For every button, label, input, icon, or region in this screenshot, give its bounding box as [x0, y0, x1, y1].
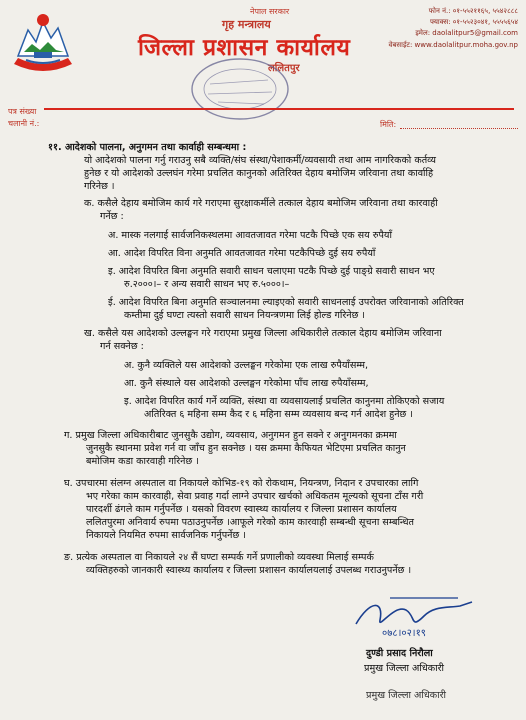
- contact-email: इमेल: daolalitpur5@gmail.com: [415, 29, 518, 38]
- clause-ga: ग. प्रमुख जिल्ला अधिकारीबाट जुनसुकै उद्योग, व्यवसाय, अनुगमन हुन सक्ने र अनुगमनका क्रममा: [64, 430, 397, 441]
- ref-number-label: पत्र संख्या: [8, 107, 37, 116]
- ka-item: कम्तीमा दुई घण्टा त्यस्तो सवारी साधन नियन्त्रणमा लिई होल्ड गरिनेछ ।: [124, 310, 365, 321]
- office-seal-stamp: [188, 54, 292, 124]
- ka-item: ई. आदेश विपरित बिना अनुमति सञ्चालनमा ल्याइएको सवारी साधनलाई उपरोक्त जरिवानाको अतिरिक्त: [108, 297, 464, 308]
- government-name: नेपाल सरकार: [250, 7, 290, 16]
- intro-line: यो आदेशको पालना गर्नु गराउनु सबै व्यक्ति/संघ संस्था/पेशाकर्मी/व्यवसायी तथा आम नागरिकको कर्तव्य: [84, 155, 437, 166]
- date-field-line: [400, 128, 518, 129]
- contact-website: वेबसाईट: www.daolalitpur.moha.gov.np: [388, 40, 518, 49]
- section-heading: ११. आदेशको पालना, अनुगमन तथा कार्वाही सम्बन्धमा :: [48, 142, 247, 153]
- clause-gha: पारदर्शी ढंगले काम गर्नुपर्नेछ । यसको विवरण स्वास्थ्य कार्यालय र जिल्ला प्रशासन कार्यालय: [86, 504, 397, 515]
- clause-ka: गर्नेछ :: [100, 211, 124, 222]
- contact-block: [358, 6, 518, 51]
- clause-ga: बमोजिम कडा कारवाही गरिनेछ ।: [86, 456, 199, 467]
- ka-item: अ. मास्क नलगाई सार्वजनिकस्थलमा आवतजावत गरेमा पटकै पिच्छे एक सय रुपैयाँ: [108, 230, 392, 241]
- designation-stamp: प्रमुख जिल्ला अधिकारी: [366, 690, 447, 701]
- kha-item: इ. आदेश विपरित कार्य गर्ने व्यक्ति, संस्था वा व्यवसायलाई प्रचलित कानुनमा तोकिएको सजाय: [124, 396, 445, 407]
- intro-line: हुनेछ र यो आदेशको उल्लघंन गरेमा प्रचलित कानुनको अतिरिक्त देहाय बमोजिम जरिवाना तथा कार्वाहि: [84, 168, 434, 179]
- intro-line: गरिनेछ ।: [84, 181, 115, 192]
- clause-gha: भए गरेका काम कारवाही, सेवा प्रवाह गर्दा लाग्ने उपचार खर्चको अधिकतम मूल्यको सूचना टाँस गरी: [86, 491, 424, 502]
- ka-item: आ. आदेश विपरित विना अनुमति आवतजावत गरेमा पटकैपिच्छे दुई सय रुपैयाँ: [108, 248, 376, 259]
- clause-gha: निकायले नियमित रुपमा सार्वजनिक गर्नुपर्नेछ ।: [86, 530, 246, 541]
- header-divider: [44, 108, 514, 110]
- contact-fax: फ्याक्स: ०१-५५२३०४१, ५५५५६५४: [430, 18, 518, 27]
- ka-item: इ. आदेश विपरित बिना अनुमति सवारी साधन चलाएमा पटकै पिच्छे दुई पाङ्ग्रे सवारी साधन भए: [108, 266, 435, 277]
- nepal-emblem-icon: [6, 8, 80, 78]
- office-title: जिल्ला प्रशासन कार्यालय: [138, 35, 351, 61]
- ka-item: रु.२०००।– र अन्य सवारी साधन भए रु.५०००।–: [124, 279, 290, 290]
- clause-ka: क. कसैले देहाय बमोजिम कार्य गरे गराएमा सुरक्षाकर्मीले तत्काल देहाय बमोजिम जरिवाना तथा कारवाही: [84, 198, 438, 209]
- date-label: मिति:: [380, 120, 397, 129]
- kha-item: अ. कुनै व्यक्तिले यस आदेशको उल्लङ्घन गरेकोमा एक लाख रुपैयाँसम्म,: [124, 360, 369, 371]
- signatory-name: दुण्डी प्रसाद निरौला: [366, 648, 433, 659]
- clause-kha: ख. कसैले यस आदेशको उल्लङ्घन गरे गराएमा प्रमुख जिल्ला अधिकारीले तत्काल देहाय बमोजिम जरिवाना: [84, 328, 442, 339]
- clause-ga: जुनसुकै स्थानमा प्रवेश गर्न वा जाँच हुन सक्नेछ । यस क्रममा कैफियत भेटिएमा प्रचलित कानुन: [86, 443, 406, 454]
- clause-kha: गर्न सक्नेछ :: [100, 341, 144, 352]
- contact-phone: फोन नं.: ०१-५५२११६५, ५५४२८८८: [428, 7, 518, 15]
- kha-item: अतिरिक्त ६ महिना सम्म कैद र ६ महिना सम्म व्यवसाय बन्द गर्न आदेश हुनेछ ।: [144, 409, 413, 420]
- office-location: ललितपुर: [268, 63, 300, 74]
- ministry-name: गृह मन्त्रालय: [222, 18, 271, 31]
- clause-nga: ङ. प्रत्येक अस्पताल वा निकायले २४ सैं घण्टा सम्पर्क गर्ने प्रणालीको व्यवस्था मिलाई सम्पर्क: [64, 552, 374, 563]
- signature-date: ०७८।०२।१९: [382, 628, 426, 639]
- reference-labels: [8, 106, 39, 130]
- clause-gha: ललितपुरमा अनिवार्य रुपमा पठाउनुपर्नेछ ।आफूले गरेको काम कारवाही सम्बन्धी सूचना सम्बन्धित: [86, 517, 414, 528]
- dispatch-number-label: चलानी नं.:: [8, 119, 40, 128]
- clause-gha: घ. उपचारमा संलग्न अस्पताल वा निकायले कोभिड-१९ को रोकथाम, नियन्त्रण, निदान र उपचारका लागि: [64, 478, 419, 489]
- signatory-title: प्रमुख जिल्ला अधिकारी: [364, 663, 445, 674]
- kha-item: आ. कुनै संस्थाले यस आदेशको उल्लङ्घन गरेकोमा पाँच लाख रुपैयाँसम्म,: [124, 378, 369, 389]
- clause-nga: व्यक्तिहरुको जानकारी स्वास्थ्य कार्यालय र जिल्ला प्रशासन कार्यालयलाई उपलब्ध गराउनुपर्नेछ ।: [86, 565, 412, 576]
